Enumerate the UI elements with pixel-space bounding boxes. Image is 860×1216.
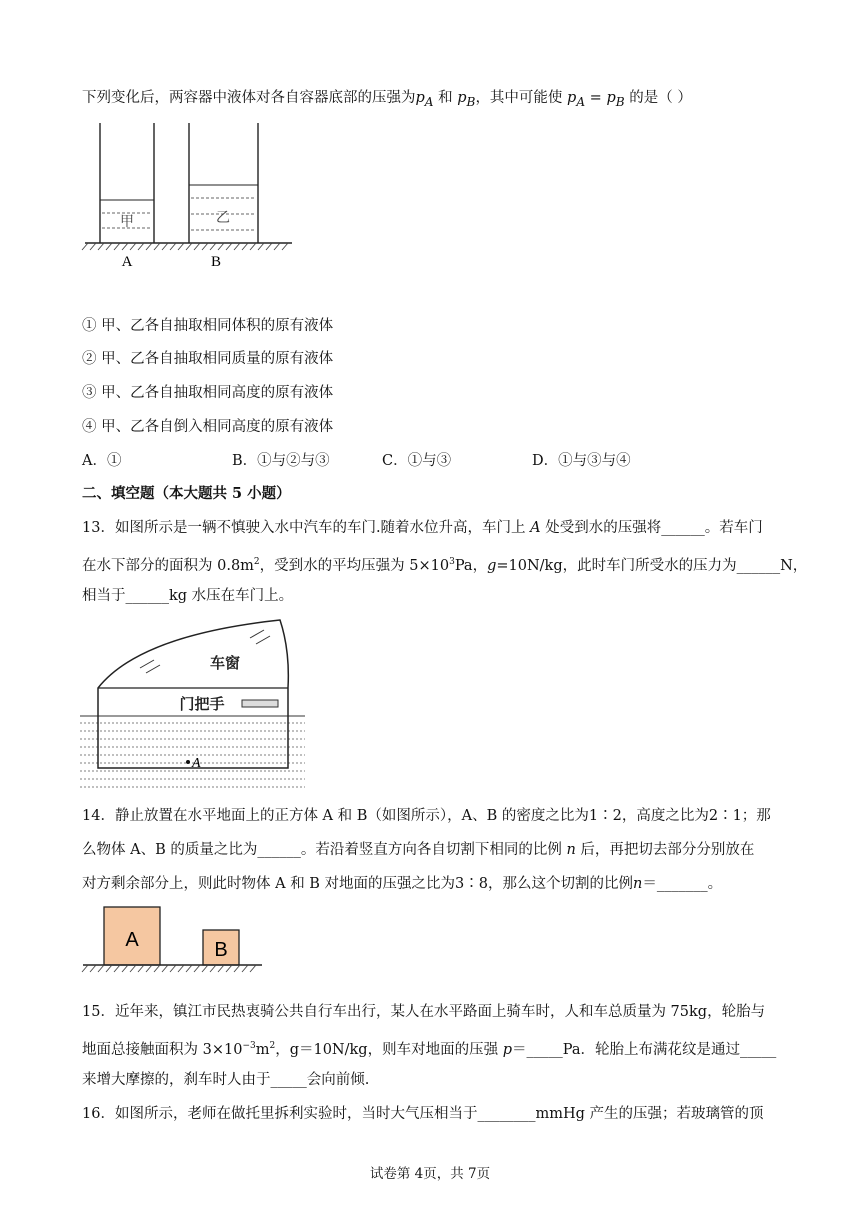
container-b [189,123,258,243]
container-a-label: A [121,254,133,270]
q14-line3: 对方剩余部分上，则此时物体 A 和 B 对地面的压强之比为3∶8，那么这个切割的比例n＝_______。 [82,876,723,892]
point-a-label: A [192,756,201,771]
car-door-figure [80,610,310,795]
statement-2: ② 甲、乙各自抽取相同质量的原有液体 [82,351,334,367]
liquid-b-label: 乙 [216,210,230,226]
container-a [100,123,154,243]
statement-4: ④ 甲、乙各自倒入相同高度的原有液体 [82,419,334,435]
q14-line2: 么物体 A、B 的质量之比为______。若沿着竖直方向各自切割下相同的比例 n 后，再把切去部分分别放在 [82,842,755,858]
liquid-a-label: 甲 [120,214,134,230]
cubes-figure [80,902,270,982]
statement-3: ③ 甲、乙各自抽取相同高度的原有液体 [82,385,334,401]
q12-intro: 下列变化后，两容器中液体对各自容器底部的压强为$p_A$ 和 $p_B$，其中可能使 $p_A = p_B$ 的是（ ） [82,90,692,109]
section-title: 二、填空题（本大题共 5 小题） [82,485,291,502]
q13-line1: 13．如图所示是一辆不慎驶入水中汽车的车门.随着水位升高，车门上 A 处受到水的压强将______。若车门 [82,520,763,536]
cube-a-label: A [125,929,139,951]
window-label: 车窗 [209,654,241,672]
q16-line1: 16．如图所示，老师在做托里拆利实验时，当时大气压相当于________mmHg 产生的压强；若玻璃管的顶 [82,1106,764,1122]
q13-line3: 相当于______kg 水压在车门上。 [82,588,294,604]
cube-b-label: B [214,939,228,961]
q13-line2: 在水下部分的面积为 $0.8m^2$，受到水的平均压强为 $5\times 10^3Pa$，g=10N/kg，此时车门所受水的压力为______N， [82,557,808,574]
q15-line1: 15．近年来，镇江市民热衷骑公共自行车出行，某人在水平路面上骑车时，人和车总质量为 75kg，轮胎与 [82,1004,766,1020]
statement-1: ① 甲、乙各自抽取相同体积的原有液体 [82,318,334,334]
option-a: A．① [82,453,122,469]
container-b-label: B [210,254,222,270]
page-footer: 试卷第 4页，共 7页 [369,1166,491,1182]
containers-figure [80,118,320,278]
option-b: B．①与②与③ [232,453,330,469]
handle-label: 门把手 [179,695,225,713]
option-d: D．①与③与④ [532,453,631,469]
q14-line1: 14．静止放置在水平地面上的正方体 A 和 B（如图所示），A、B 的密度之比为1∶2，高度之比为2∶1；那 [82,808,771,824]
q15-line3: 来增大摩擦的，刹车时人由于_____会向前倾. [82,1072,370,1088]
door-handle [242,700,278,707]
q15-line2: 地面总接触面积为 $3\times 10^{-3}m^2$，g＝10N/kg，则车对地面的压强 p＝_____Pa．轮胎上布满花纹是通过_____ [82,1041,777,1058]
option-c: C．①与③ [382,453,452,469]
